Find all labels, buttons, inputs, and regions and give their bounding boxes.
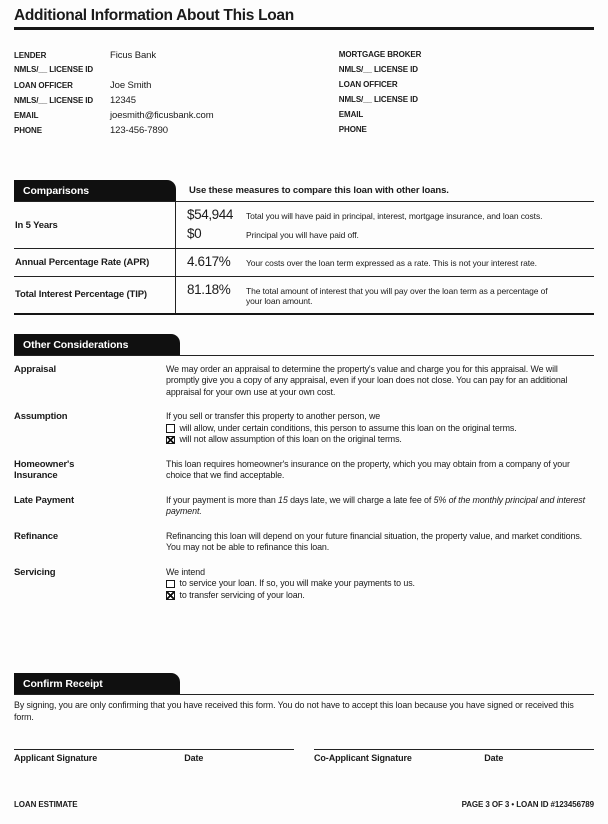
servicing-text bbox=[166, 567, 594, 602]
comparison-entry bbox=[187, 282, 592, 307]
assumption-not-allow-checkbox[interactable] bbox=[166, 436, 175, 445]
lender-nmls-label: NMLS/__ LICENSE ID bbox=[14, 65, 94, 74]
confirm-receipt-tab: Confirm Receipt bbox=[14, 673, 180, 694]
page-footer bbox=[14, 800, 594, 809]
appraisal-label: Appraisal bbox=[14, 363, 56, 375]
refinance-text: Refinancing this loan will depend on your future financial situation, the property value, and market conditions. You may not be able to refinance this loan. bbox=[166, 530, 583, 552]
broker-email-label: EMAIL bbox=[338, 110, 364, 119]
footer-form-name: LOAN ESTIMATE bbox=[14, 800, 78, 809]
co-applicant-signature-label: Co-Applicant Signature bbox=[314, 753, 412, 763]
lender-label: LENDER bbox=[14, 51, 47, 60]
mortgage-broker-contact-column bbox=[339, 50, 594, 140]
late-payment-part: If your payment is more than bbox=[166, 494, 279, 505]
tip-value: 81.18% bbox=[187, 282, 231, 297]
total-paid-description: Total you will have paid in principal, interest, mortgage insurance, and loan costs. bbox=[246, 210, 543, 221]
confirm-receipt-header-row bbox=[14, 673, 594, 695]
loan-officer-nmls-value: 12345 bbox=[110, 95, 136, 106]
contact-row bbox=[339, 80, 594, 95]
assumption-option-allow bbox=[166, 423, 588, 435]
servicing-option-transfer bbox=[166, 590, 588, 602]
oc-item-servicing bbox=[14, 567, 594, 602]
assumption-text bbox=[166, 411, 594, 446]
contact-row bbox=[14, 95, 339, 110]
co-applicant-signature-labels bbox=[314, 753, 594, 763]
comparison-row-apr bbox=[14, 249, 594, 277]
oc-item-late-payment bbox=[14, 495, 594, 518]
contact-row bbox=[14, 50, 339, 65]
comparison-entry bbox=[187, 254, 592, 270]
signature-area bbox=[14, 749, 594, 763]
assumption-allow-text: will allow, under certain conditions, this person to assume this loan on the original terms. bbox=[179, 422, 517, 433]
mortgage-broker-label: MORTGAGE BROKER bbox=[338, 50, 422, 59]
broker-phone-label: PHONE bbox=[338, 125, 367, 134]
contact-row bbox=[14, 125, 339, 140]
loan-officer-nmls-label: NMLS/__ LICENSE ID bbox=[14, 96, 94, 105]
broker-officer-nmls-label: NMLS/__ LICENSE ID bbox=[338, 95, 418, 104]
servicing-label: Servicing bbox=[14, 566, 56, 578]
homeowners-insurance-label: Homeowner's Insurance bbox=[14, 458, 75, 481]
contact-row bbox=[339, 50, 594, 65]
apr-value: 4.617% bbox=[187, 254, 231, 269]
phone-label: PHONE bbox=[14, 126, 42, 135]
in-5-years-label: In 5 Years bbox=[14, 202, 176, 248]
oc-item-refinance bbox=[14, 531, 594, 554]
homeowners-insurance-text: This loan requires homeowner's insurance on the property, which you may obtain from a company of your choice that we find acceptable. bbox=[166, 458, 570, 480]
email-label: EMAIL bbox=[14, 111, 39, 120]
comparisons-header-text: Use these measures to compare this loan with other loans. bbox=[189, 185, 449, 196]
lender-value: Ficus Bank bbox=[110, 50, 156, 61]
other-considerations-section bbox=[14, 334, 594, 602]
co-applicant-signature-line[interactable] bbox=[314, 749, 594, 750]
contact-row bbox=[14, 80, 339, 95]
applicant-signature-labels bbox=[14, 753, 294, 763]
late-payment-part-italic: 15 bbox=[278, 494, 288, 505]
comparison-entry bbox=[187, 207, 592, 223]
principal-paid-description: Principal you will have paid off. bbox=[246, 229, 359, 240]
apr-description: Your costs over the loan term expressed as a rate. This is not your interest rate. bbox=[246, 257, 537, 268]
assumption-intro: If you sell or transfer this property to another person, we bbox=[166, 411, 381, 421]
servicing-service-text: to service your loan. If so, you will make your payments to us. bbox=[179, 578, 415, 588]
appraisal-text: We may order an appraisal to determine the property's value and charge you for this appraisal. We will promptly give you a copy of any appraisal, even if your loan does not close. You can pay for an additional appraisal for your own use at your own cost. bbox=[166, 363, 568, 397]
tip-values bbox=[176, 277, 594, 313]
contact-info-block bbox=[14, 50, 594, 140]
principal-paid-value: $0 bbox=[187, 226, 202, 241]
applicant-signature-label: Applicant Signature bbox=[14, 753, 98, 763]
tip-description: The total amount of interest that you will pay over the loan term as a percentage of your loan amount. bbox=[246, 285, 548, 306]
comparisons-tab: Comparisons bbox=[14, 180, 176, 201]
refinance-label: Refinance bbox=[14, 530, 59, 542]
servicing-option-service bbox=[166, 578, 588, 590]
servicing-service-checkbox[interactable] bbox=[166, 580, 175, 589]
contact-row bbox=[339, 95, 594, 110]
oc-item-appraisal bbox=[14, 364, 594, 399]
page-title: Additional Information About This Loan bbox=[14, 7, 294, 24]
email-value: joesmith@ficusbank.com bbox=[110, 110, 214, 121]
contact-row bbox=[339, 110, 594, 125]
lender-contact-column bbox=[14, 50, 339, 140]
other-considerations-header-row bbox=[14, 334, 594, 356]
assumption-not-allow-text: will not allow assumption of this loan on the original terms. bbox=[179, 434, 402, 444]
applicant-signature-block bbox=[14, 749, 294, 763]
servicing-transfer-text: to transfer servicing of your loan. bbox=[179, 589, 305, 600]
contact-row bbox=[339, 65, 594, 80]
contact-row bbox=[14, 110, 339, 125]
confirm-receipt-section bbox=[14, 673, 594, 763]
total-paid-value: $54,944 bbox=[187, 207, 233, 222]
apr-label: Annual Percentage Rate (APR) bbox=[14, 249, 176, 276]
late-payment-part: days late, we will charge a late fee of bbox=[287, 494, 434, 505]
title-rule bbox=[14, 27, 594, 30]
oc-item-assumption bbox=[14, 411, 594, 446]
in-5-years-values bbox=[176, 202, 594, 248]
loan-officer-value: Joe Smith bbox=[110, 80, 152, 91]
phone-value: 123-456-7890 bbox=[110, 125, 168, 136]
oc-item-homeowners-insurance bbox=[14, 459, 594, 482]
applicant-date-label: Date bbox=[184, 753, 204, 763]
assumption-allow-checkbox[interactable] bbox=[166, 424, 175, 433]
comparison-row-in-5-years bbox=[14, 202, 594, 249]
broker-loan-officer-label: LOAN OFFICER bbox=[338, 80, 398, 89]
broker-nmls-label: NMLS/__ LICENSE ID bbox=[338, 65, 418, 74]
other-considerations-tab: Other Considerations bbox=[14, 334, 180, 355]
servicing-transfer-checkbox[interactable] bbox=[166, 591, 175, 600]
late-payment-part-italic: 5% of the monthly principal and interest payment. bbox=[166, 494, 585, 516]
assumption-option-not-allow bbox=[166, 434, 588, 446]
comparisons-section bbox=[14, 180, 594, 315]
tip-label: Total Interest Percentage (TIP) bbox=[14, 277, 176, 313]
assumption-label: Assumption bbox=[14, 411, 68, 422]
applicant-signature-line[interactable] bbox=[14, 749, 294, 750]
late-payment-label: Late Payment bbox=[14, 494, 74, 506]
co-applicant-signature-block bbox=[314, 749, 594, 763]
apr-values bbox=[176, 249, 594, 276]
servicing-intro: We intend bbox=[166, 566, 205, 577]
co-applicant-date-label: Date bbox=[484, 753, 504, 763]
loan-officer-label: LOAN OFFICER bbox=[14, 81, 73, 90]
other-considerations-items bbox=[14, 364, 594, 602]
comparison-entry bbox=[187, 226, 592, 242]
confirm-receipt-text: By signing, you are only confirming that you have received this form. You do not have to accept this loan because you have signed or received this form. bbox=[14, 700, 574, 722]
footer-page-loan-id: PAGE 3 OF 3 • LOAN ID #123456789 bbox=[461, 800, 594, 809]
comparison-row-tip bbox=[14, 277, 594, 315]
comparisons-header-row bbox=[14, 180, 594, 202]
contact-row bbox=[14, 65, 339, 80]
contact-row bbox=[339, 125, 594, 140]
late-payment-text bbox=[166, 495, 594, 518]
